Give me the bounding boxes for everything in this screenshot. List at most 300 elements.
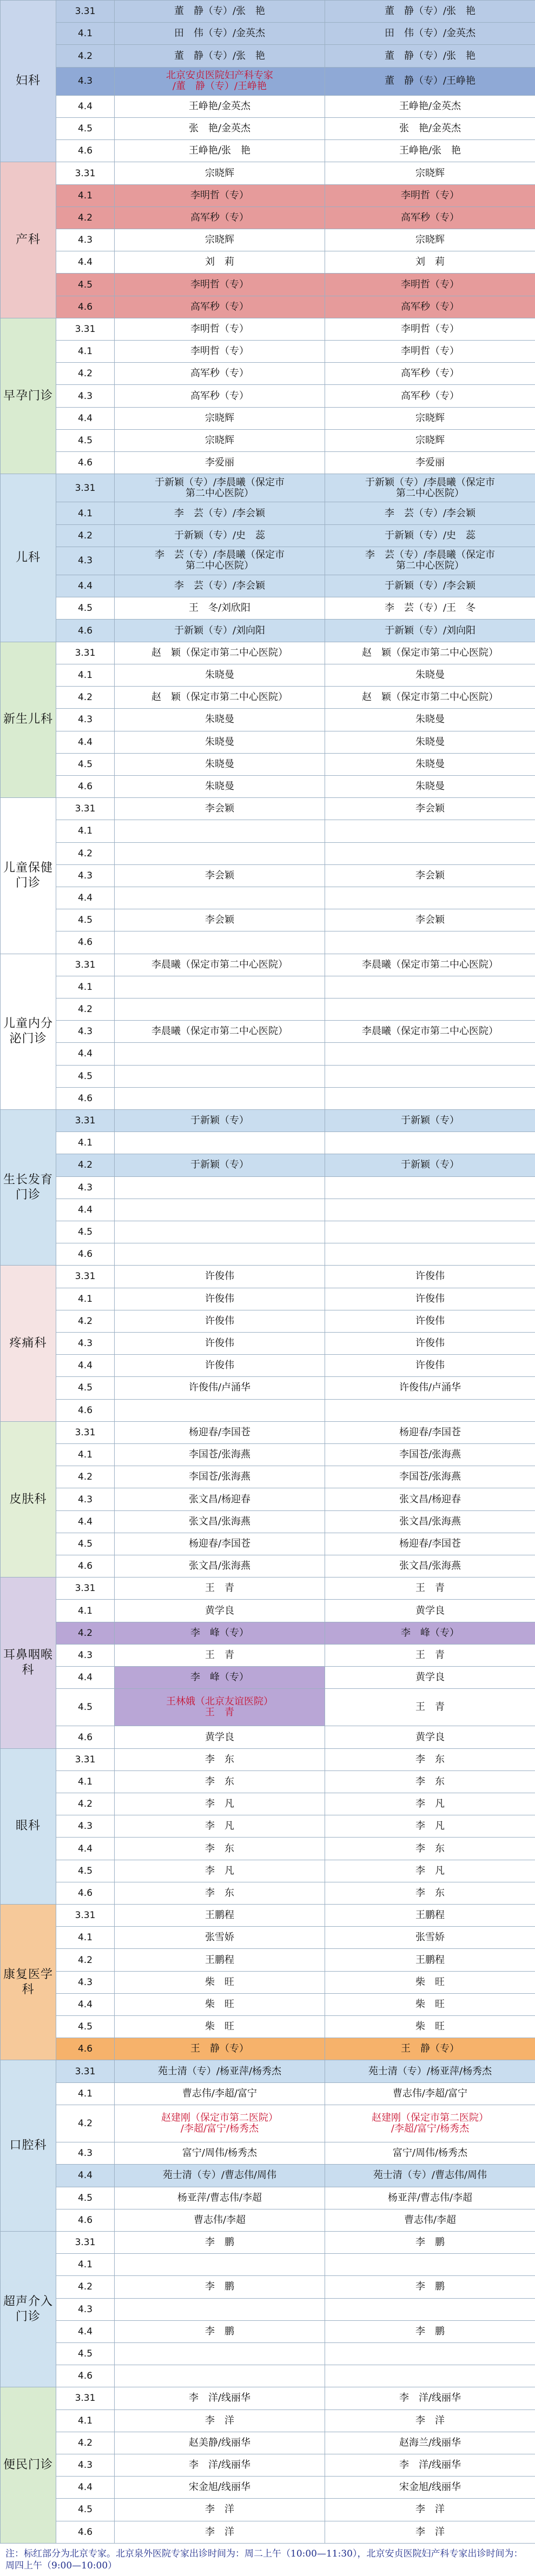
afternoon-doctor-cell: 许俊伟 (325, 1266, 535, 1288)
schedule-row (1, 687, 535, 709)
schedule-row (1, 1266, 535, 1288)
afternoon-doctor-cell: 李 洋 (325, 2521, 535, 2543)
morning-doctor-cell (115, 2342, 325, 2365)
schedule-row (1, 341, 535, 363)
afternoon-doctor-cell (325, 2254, 535, 2276)
date-cell: 4.5 (56, 753, 115, 775)
date-cell: 3.31 (56, 2060, 115, 2082)
afternoon-doctor-cell: 宋金旭/线丽华 (325, 2477, 535, 2499)
morning-doctor-cell: 张文昌/张海燕 (115, 1510, 325, 1533)
morning-doctor-cell: 于新颖（专）/史 蕊 (115, 524, 325, 547)
schedule-row (1, 1622, 535, 1644)
afternoon-doctor-cell (325, 1243, 535, 1266)
date-cell: 4.6 (56, 296, 115, 318)
date-cell: 4.4 (56, 1355, 115, 1377)
date-cell: 4.3 (56, 709, 115, 731)
date-cell: 4.4 (56, 1043, 115, 1065)
afternoon-doctor-cell: 朱晓曼 (325, 775, 535, 797)
morning-doctor-cell: 王鹏程 (115, 1949, 325, 1971)
morning-doctor-cell: 柴 旺 (115, 1971, 325, 1993)
schedule-row (1, 452, 535, 474)
morning-doctor-cell: 曹志伟/李超 (115, 2209, 325, 2231)
schedule-row (1, 1132, 535, 1154)
schedule-row (1, 931, 535, 954)
schedule-row (1, 1087, 535, 1109)
schedule-row (1, 1600, 535, 1622)
schedule-row (1, 2320, 535, 2342)
date-cell: 4.5 (56, 1860, 115, 1882)
afternoon-doctor-cell: 许俊伟 (325, 1288, 535, 1310)
date-cell: 4.6 (56, 1882, 115, 1904)
date-cell: 4.3 (56, 2454, 115, 2476)
date-cell: 4.4 (56, 95, 115, 117)
schedule-row (1, 407, 535, 429)
schedule-row (1, 363, 535, 385)
date-cell: 4.1 (56, 1132, 115, 1154)
morning-doctor-cell: 赵 颖（保定市第二中心医院） (115, 687, 325, 709)
schedule-row (1, 23, 535, 45)
afternoon-doctor-cell: 杨迎春/李国苍 (325, 1421, 535, 1443)
morning-doctor-cell (115, 1176, 325, 1199)
afternoon-doctor-cell: 张文昌/张海燕 (325, 1510, 535, 1533)
afternoon-doctor-cell: 李明哲（专） (325, 341, 535, 363)
schedule-row (1, 2499, 535, 2521)
afternoon-doctor-cell: 于新颖（专）/李会颖 (325, 575, 535, 597)
morning-doctor-cell (115, 1221, 325, 1243)
schedule-row (1, 1993, 535, 2015)
afternoon-doctor-cell: 刘 莉 (325, 251, 535, 274)
afternoon-doctor-cell: 王鹏程 (325, 1949, 535, 1971)
date-cell: 4.3 (56, 1971, 115, 1993)
morning-doctor-cell: 张雪娇 (115, 1927, 325, 1949)
afternoon-doctor-cell: 李 洋 (325, 2409, 535, 2432)
morning-doctor-cell: 王峥艳/金英杰 (115, 95, 325, 117)
afternoon-doctor-cell: 于新颖（专）/史 蕊 (325, 524, 535, 547)
afternoon-doctor-cell: 张雪娇 (325, 1927, 535, 1949)
date-cell: 4.4 (56, 2165, 115, 2187)
afternoon-doctor-cell: 张文昌/杨迎春 (325, 1488, 535, 1510)
morning-doctor-cell: 李 鹏 (115, 2320, 325, 2342)
date-cell: 4.1 (56, 2409, 115, 2432)
morning-doctor-cell: 李明哲（专） (115, 184, 325, 207)
afternoon-doctor-cell (325, 2342, 535, 2365)
schedule-row (1, 864, 535, 887)
afternoon-doctor-cell: 李 凡 (325, 1793, 535, 1815)
afternoon-doctor-cell: 董 静（专）/张 艳 (325, 1, 535, 23)
department-name: 超声介入 门诊 (1, 2231, 56, 2387)
afternoon-doctor-cell: 朱晓曼 (325, 753, 535, 775)
morning-doctor-cell: 于新颖（专）/刘向阳 (115, 620, 325, 642)
department-name: 妇科 (1, 1, 56, 162)
date-cell: 4.4 (56, 2477, 115, 2499)
schedule-row (1, 1355, 535, 1377)
afternoon-doctor-cell: 于新颖（专） (325, 1109, 535, 1131)
date-cell: 4.2 (56, 687, 115, 709)
morning-doctor-cell: 董 静（专）/张 艳 (115, 45, 325, 67)
morning-doctor-cell: 李明哲（专） (115, 318, 325, 340)
morning-doctor-cell: 柴 旺 (115, 2016, 325, 2038)
date-cell: 4.1 (56, 2082, 115, 2105)
afternoon-doctor-cell: 杨迎春/李国苍 (325, 1533, 535, 1555)
afternoon-doctor-cell (325, 1221, 535, 1243)
morning-doctor-cell (115, 2254, 325, 2276)
morning-doctor-cell: 宗晓辉 (115, 407, 325, 429)
afternoon-doctor-cell (325, 1043, 535, 1065)
schedule-row (1, 1555, 535, 1577)
schedule-row (1, 95, 535, 117)
morning-doctor-cell: 宋金旭/线丽华 (115, 2477, 325, 2499)
date-cell: 3.31 (56, 1905, 115, 1927)
afternoon-doctor-cell: 王峥艳/金英杰 (325, 95, 535, 117)
schedule-row (1, 2342, 535, 2365)
date-cell: 4.6 (56, 140, 115, 162)
date-cell: 4.3 (56, 2142, 115, 2165)
date-cell: 3.31 (56, 1266, 115, 1288)
morning-doctor-cell: 李 洋 (115, 2521, 325, 2543)
department-name: 便民门诊 (1, 2387, 56, 2543)
date-cell: 4.2 (56, 2432, 115, 2454)
afternoon-doctor-cell: 高军秒（专） (325, 385, 535, 407)
date-cell: 4.4 (56, 731, 115, 753)
afternoon-doctor-cell: 田 伟（专）/金英杰 (325, 23, 535, 45)
schedule-row (1, 842, 535, 864)
morning-doctor-cell: 李 鹏 (115, 2231, 325, 2253)
schedule-row (1, 1860, 535, 1882)
morning-doctor-cell: 王 青 (115, 1577, 325, 1600)
morning-doctor-cell (115, 976, 325, 998)
afternoon-doctor-cell: 李明哲（专） (325, 318, 535, 340)
date-cell: 4.6 (56, 775, 115, 797)
date-cell: 4.4 (56, 887, 115, 909)
schedule-row (1, 502, 535, 524)
schedule-row (1, 318, 535, 340)
footnote: 注：标红部分为北京专家。北京泉外医院专家出诊时间为：周二上午（10:00—11:30），北京安贞医院妇产科专家出诊时间为：周四上午（9:00—10:00） (5, 2548, 523, 2571)
date-cell: 4.1 (56, 1927, 115, 1949)
afternoon-doctor-cell: 苑士清（专）/杨亚萍/杨秀杰 (325, 2060, 535, 2082)
afternoon-doctor-cell: 赵 颖（保定市第二中心医院） (325, 642, 535, 664)
schedule-row (1, 1510, 535, 1533)
afternoon-doctor-cell: 柴 旺 (325, 2016, 535, 2038)
schedule-row (1, 296, 535, 318)
schedule-row (1, 1838, 535, 1860)
date-cell: 4.5 (56, 118, 115, 140)
afternoon-doctor-cell: 柴 旺 (325, 1993, 535, 2015)
afternoon-doctor-cell: 王 静（专） (325, 2038, 535, 2060)
morning-doctor-cell: 许俊伟/卢涌华 (115, 1377, 325, 1399)
date-cell: 4.1 (56, 184, 115, 207)
morning-doctor-cell: 赵建刚（保定市第二医院） /李超/富宁/杨秀杰 (115, 2105, 325, 2142)
schedule-row (1, 2016, 535, 2038)
morning-doctor-cell: 张文昌/杨迎春 (115, 1488, 325, 1510)
afternoon-doctor-cell: 李明哲（专） (325, 184, 535, 207)
date-cell: 4.1 (56, 2254, 115, 2276)
morning-doctor-cell: 李 东 (115, 1838, 325, 1860)
schedule-row (1, 1971, 535, 1993)
morning-doctor-cell (115, 998, 325, 1020)
date-cell: 4.6 (56, 1555, 115, 1577)
schedule-row (1, 229, 535, 251)
morning-doctor-cell: 富宁/周伟/杨秀杰 (115, 2142, 325, 2165)
afternoon-doctor-cell: 宗晓辉 (325, 162, 535, 184)
morning-doctor-cell (115, 1087, 325, 1109)
schedule-row (1, 2387, 535, 2409)
schedule-row (1, 2521, 535, 2543)
date-cell: 3.31 (56, 798, 115, 820)
department-name: 生长发育 门诊 (1, 1109, 56, 1265)
schedule-row (1, 1882, 535, 1904)
schedule-row (1, 1243, 535, 1266)
date-cell: 3.31 (56, 162, 115, 184)
schedule-row (1, 1533, 535, 1555)
afternoon-doctor-cell (325, 1399, 535, 1421)
afternoon-doctor-cell (325, 842, 535, 864)
morning-doctor-cell: 李 凡 (115, 1815, 325, 1838)
date-cell: 4.5 (56, 1221, 115, 1243)
morning-doctor-cell: 于新颖（专） (115, 1109, 325, 1131)
afternoon-doctor-cell: 许俊伟/卢涌华 (325, 1377, 535, 1399)
afternoon-doctor-cell: 李 东 (325, 1748, 535, 1770)
schedule-row (1, 575, 535, 597)
morning-doctor-cell: 李 东 (115, 1770, 325, 1793)
morning-doctor-cell: 刘 莉 (115, 251, 325, 274)
afternoon-doctor-cell: 黄学良 (325, 1600, 535, 1622)
schedule-row (1, 2298, 535, 2320)
afternoon-doctor-cell: 高军秒（专） (325, 296, 535, 318)
schedule-row (1, 207, 535, 229)
afternoon-doctor-cell: 王 青 (325, 1644, 535, 1666)
schedule-row (1, 998, 535, 1020)
afternoon-doctor-cell: 曹志伟/李超 (325, 2209, 535, 2231)
schedule-row (1, 2454, 535, 2476)
schedule-row (1, 1793, 535, 1815)
morning-doctor-cell: 杨迎春/李国苍 (115, 1421, 325, 1443)
afternoon-doctor-cell (325, 2365, 535, 2387)
schedule-row (1, 474, 535, 502)
morning-doctor-cell: 李 洋/线丽华 (115, 2387, 325, 2409)
morning-doctor-cell: 李会颖 (115, 909, 325, 931)
afternoon-doctor-cell: 曹志伟/李超/富宁 (325, 2082, 535, 2105)
date-cell: 4.5 (56, 2187, 115, 2209)
afternoon-doctor-cell: 李 芸（专）/李晨曦（保定市 第二中心医院） (325, 547, 535, 575)
date-cell: 4.6 (56, 1399, 115, 1421)
afternoon-doctor-cell: 张文昌/张海燕 (325, 1555, 535, 1577)
morning-doctor-cell: 李 峰（专） (115, 1667, 325, 1689)
afternoon-doctor-cell: 李 鹏 (325, 2231, 535, 2253)
afternoon-doctor-cell: 高军秒（专） (325, 363, 535, 385)
morning-doctor-cell: 朱晓曼 (115, 709, 325, 731)
morning-doctor-cell (115, 931, 325, 954)
date-cell: 4.3 (56, 1644, 115, 1666)
date-cell: 4.5 (56, 597, 115, 620)
date-cell: 4.1 (56, 664, 115, 686)
schedule-row (1, 2365, 535, 2387)
afternoon-doctor-cell: 王峥艳/张 艳 (325, 140, 535, 162)
afternoon-doctor-cell (325, 887, 535, 909)
date-cell: 4.2 (56, 1154, 115, 1176)
date-cell: 4.2 (56, 2276, 115, 2298)
date-cell: 4.5 (56, 274, 115, 296)
afternoon-doctor-cell (325, 931, 535, 954)
afternoon-doctor-cell (325, 976, 535, 998)
schedule-row (1, 162, 535, 184)
schedule-row (1, 1748, 535, 1770)
department-name: 疼痛科 (1, 1266, 56, 1421)
schedule-row (1, 887, 535, 909)
schedule-row (1, 1377, 535, 1399)
morning-doctor-cell: 李 凡 (115, 1793, 325, 1815)
department-name: 耳鼻咽喉 科 (1, 1577, 56, 1748)
date-cell: 3.31 (56, 2231, 115, 2253)
morning-doctor-cell (115, 2365, 325, 2387)
schedule-row (1, 2231, 535, 2253)
date-cell: 4.2 (56, 2105, 115, 2142)
schedule-row (1, 2477, 535, 2499)
date-cell: 4.2 (56, 998, 115, 1020)
morning-doctor-cell: 许俊伟 (115, 1332, 325, 1354)
afternoon-doctor-cell: 李会颖 (325, 798, 535, 820)
schedule-row (1, 429, 535, 451)
morning-doctor-cell (115, 1043, 325, 1065)
date-cell: 4.2 (56, 207, 115, 229)
date-cell: 3.31 (56, 1, 115, 23)
afternoon-doctor-cell (325, 1176, 535, 1199)
afternoon-doctor-cell: 李 峰（专） (325, 1622, 535, 1644)
department-name: 康复医学 科 (1, 1905, 56, 2060)
afternoon-doctor-cell: 富宁/周伟/杨秀杰 (325, 2142, 535, 2165)
department-name: 儿童保健 门诊 (1, 798, 56, 954)
date-cell: 4.1 (56, 1444, 115, 1466)
afternoon-doctor-cell (325, 998, 535, 1020)
schedule-row (1, 1815, 535, 1838)
date-cell: 4.3 (56, 1332, 115, 1354)
morning-doctor-cell: 许俊伟 (115, 1355, 325, 1377)
schedule-row (1, 1399, 535, 1421)
afternoon-doctor-cell: 黄学良 (325, 1667, 535, 1689)
date-cell: 4.3 (56, 67, 115, 95)
afternoon-doctor-cell: 许俊伟 (325, 1355, 535, 1377)
morning-doctor-cell: 杨迎春/李国苍 (115, 1533, 325, 1555)
morning-doctor-cell (115, 842, 325, 864)
morning-doctor-cell: 李 洋 (115, 2499, 325, 2521)
afternoon-doctor-cell: 李国苍/张海燕 (325, 1444, 535, 1466)
date-cell: 4.4 (56, 1199, 115, 1221)
date-cell: 4.3 (56, 2298, 115, 2320)
morning-doctor-cell: 李 东 (115, 1748, 325, 1770)
date-cell: 3.31 (56, 954, 115, 976)
morning-doctor-cell: 许俊伟 (115, 1310, 325, 1332)
date-cell: 4.3 (56, 1488, 115, 1510)
morning-doctor-cell: 高军秒（专） (115, 207, 325, 229)
schedule-row (1, 1466, 535, 1488)
date-cell: 4.3 (56, 229, 115, 251)
morning-doctor-cell: 张 艳/金英杰 (115, 118, 325, 140)
department-name: 口腔科 (1, 2060, 56, 2231)
morning-doctor-cell (115, 1065, 325, 1087)
morning-doctor-cell: 宗晓辉 (115, 229, 325, 251)
schedule-row (1, 1927, 535, 1949)
morning-doctor-cell: 高军秒（专） (115, 385, 325, 407)
date-cell: 4.6 (56, 1243, 115, 1266)
morning-doctor-cell: 李 峰（专） (115, 1622, 325, 1644)
schedule-row (1, 2142, 535, 2165)
morning-doctor-cell: 许俊伟 (115, 1266, 325, 1288)
date-cell: 4.6 (56, 1726, 115, 1748)
schedule-row (1, 1199, 535, 1221)
date-cell: 4.4 (56, 1667, 115, 1689)
morning-doctor-cell (115, 1132, 325, 1154)
afternoon-doctor-cell: 李 芸（专）/李会颖 (325, 502, 535, 524)
date-cell: 4.6 (56, 2209, 115, 2231)
schedule-row (1, 2432, 535, 2454)
morning-doctor-cell: 李 洋 (115, 2409, 325, 2432)
date-cell: 4.6 (56, 2521, 115, 2543)
morning-doctor-cell (115, 2298, 325, 2320)
morning-doctor-cell: 李 芸（专）/李会颖 (115, 575, 325, 597)
date-cell: 4.1 (56, 341, 115, 363)
date-cell: 4.5 (56, 429, 115, 451)
date-cell: 4.6 (56, 620, 115, 642)
afternoon-doctor-cell: 于新颖（专）/刘向阳 (325, 620, 535, 642)
afternoon-doctor-cell: 黄学良 (325, 1726, 535, 1748)
department-name: 皮肤科 (1, 1421, 56, 1577)
schedule-row (1, 597, 535, 620)
date-cell: 4.3 (56, 1021, 115, 1043)
schedule-row (1, 1021, 535, 1043)
schedule-row (1, 1689, 535, 1726)
date-cell: 4.2 (56, 363, 115, 385)
schedule-row (1, 2165, 535, 2187)
date-cell: 4.1 (56, 1770, 115, 1793)
morning-doctor-cell: 朱晓曼 (115, 753, 325, 775)
schedule-row (1, 1176, 535, 1199)
schedule-row (1, 2254, 535, 2276)
morning-doctor-cell: 李会颖 (115, 864, 325, 887)
schedule-row (1, 524, 535, 547)
schedule-row (1, 620, 535, 642)
schedule-row (1, 1770, 535, 1793)
date-cell: 4.6 (56, 452, 115, 474)
morning-doctor-cell: 李晨曦（保定市第二中心医院） (115, 954, 325, 976)
morning-doctor-cell: 王峥艳/张 艳 (115, 140, 325, 162)
date-cell: 4.5 (56, 1533, 115, 1555)
morning-doctor-cell: 李 芸（专）/李会颖 (115, 502, 325, 524)
afternoon-doctor-cell: 李 芸（专）/王 冬 (325, 597, 535, 620)
afternoon-doctor-cell: 朱晓曼 (325, 709, 535, 731)
morning-doctor-cell: 李国苍/张海燕 (115, 1444, 325, 1466)
afternoon-doctor-cell: 李明哲（专） (325, 274, 535, 296)
schedule-row (1, 2060, 535, 2082)
schedule-row (1, 2409, 535, 2432)
schedule-row (1, 976, 535, 998)
morning-doctor-cell: 黄学良 (115, 1726, 325, 1748)
morning-doctor-cell (115, 887, 325, 909)
date-cell: 4.6 (56, 2365, 115, 2387)
morning-doctor-cell (115, 1199, 325, 1221)
date-cell: 4.5 (56, 1065, 115, 1087)
schedule-row (1, 1310, 535, 1332)
morning-doctor-cell: 李 东 (115, 1882, 325, 1904)
date-cell: 4.5 (56, 909, 115, 931)
date-cell: 4.3 (56, 864, 115, 887)
date-cell: 4.4 (56, 575, 115, 597)
afternoon-doctor-cell: 李 凡 (325, 1815, 535, 1838)
date-cell: 4.5 (56, 2016, 115, 2038)
schedule-row (1, 1644, 535, 1666)
afternoon-doctor-cell: 董 静（专）/张 艳 (325, 45, 535, 67)
date-cell: 3.31 (56, 474, 115, 502)
date-cell: 4.2 (56, 1622, 115, 1644)
schedule-row (1, 1221, 535, 1243)
